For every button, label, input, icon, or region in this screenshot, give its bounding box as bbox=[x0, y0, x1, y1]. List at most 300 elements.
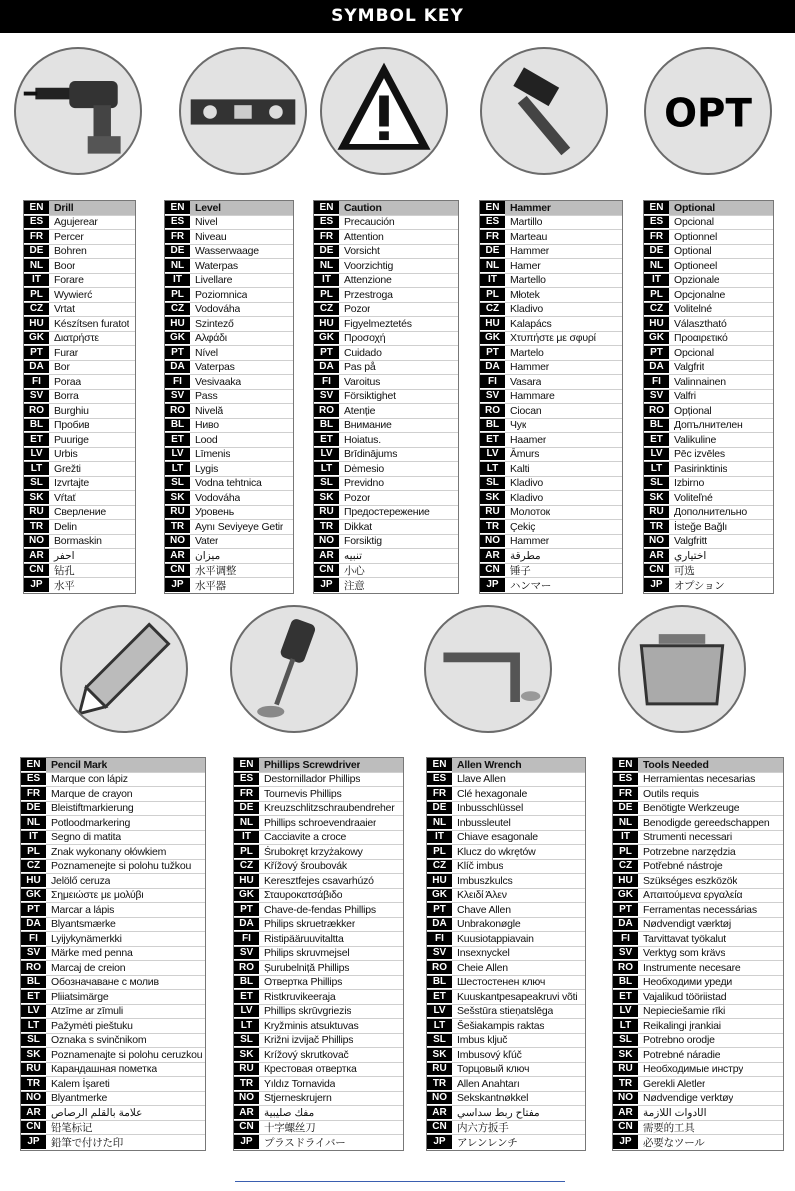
translation-text: Tools Needed bbox=[643, 758, 709, 771]
language-code: ET bbox=[165, 433, 190, 447]
table-row bbox=[427, 889, 585, 904]
table-row bbox=[24, 506, 135, 521]
translation-text: Kuusiotappiavain bbox=[457, 932, 534, 945]
translation-text: Чук bbox=[510, 419, 527, 432]
table-row bbox=[480, 404, 622, 419]
language-code: JP bbox=[427, 1135, 452, 1150]
symbol-table-optional bbox=[643, 200, 774, 594]
translation-text: Карандашная пометка bbox=[51, 1063, 157, 1076]
translation-text: 注意 bbox=[344, 579, 365, 592]
table-row bbox=[234, 961, 403, 976]
translation-text: Kuuskantpesapeakruvi võti bbox=[457, 990, 578, 1003]
table-row bbox=[21, 976, 205, 991]
translation-text: Phillips Screwdriver bbox=[264, 758, 361, 771]
language-code: PL bbox=[24, 288, 49, 302]
language-code: SL bbox=[165, 477, 190, 491]
language-code: CN bbox=[314, 564, 339, 578]
translation-text: Дополнительно bbox=[674, 506, 747, 519]
translation-text: Kalem İşareti bbox=[51, 1077, 110, 1090]
language-code: RU bbox=[427, 1063, 452, 1077]
translation-text: Bor bbox=[54, 361, 70, 374]
translation-text: Instrumente necesare bbox=[643, 961, 741, 974]
translation-text: Clé hexagonale bbox=[457, 787, 528, 800]
table-row bbox=[165, 245, 293, 260]
language-code: CN bbox=[480, 564, 505, 578]
table-row bbox=[24, 419, 135, 434]
translation-text: Potloodmarkering bbox=[51, 816, 131, 829]
table-row bbox=[24, 375, 135, 390]
language-code: SK bbox=[480, 491, 505, 505]
translation-text: Allen Anahtarı bbox=[457, 1077, 520, 1090]
translation-text: Valinnainen bbox=[674, 375, 726, 388]
language-code: SV bbox=[427, 947, 452, 961]
table-row bbox=[165, 462, 293, 477]
table-row bbox=[21, 773, 205, 788]
table-row bbox=[613, 1135, 783, 1150]
table-header-row bbox=[613, 758, 783, 773]
language-code: SV bbox=[165, 390, 190, 404]
language-code: JP bbox=[165, 578, 190, 593]
symbol-table-hammer bbox=[479, 200, 623, 594]
table-row bbox=[314, 564, 458, 579]
table-row bbox=[427, 816, 585, 831]
table-row bbox=[234, 1092, 403, 1107]
translation-text: Marteau bbox=[510, 230, 548, 243]
translation-text: Vodováha bbox=[195, 491, 241, 504]
language-code: HU bbox=[24, 317, 49, 331]
language-code: SV bbox=[234, 947, 259, 961]
table-row bbox=[24, 245, 135, 260]
table-row bbox=[21, 802, 205, 817]
translation-text: Nepieciešamie rīki bbox=[643, 1005, 726, 1018]
language-code: HU bbox=[480, 317, 505, 331]
language-code: FR bbox=[165, 230, 190, 244]
translation-text: Bormaskin bbox=[54, 535, 102, 548]
translation-text: Marcar a lápis bbox=[51, 903, 115, 916]
language-code: PT bbox=[613, 903, 638, 917]
translation-text: Varoitus bbox=[344, 375, 381, 388]
translation-text: Klíč imbus bbox=[457, 860, 504, 873]
table-row bbox=[234, 1019, 403, 1034]
language-code: AR bbox=[165, 549, 190, 563]
translation-text: Valgfrit bbox=[674, 361, 705, 374]
table-row bbox=[24, 520, 135, 535]
symbol-table-drill bbox=[23, 200, 136, 594]
translation-text: Nível bbox=[195, 346, 218, 359]
language-code: LT bbox=[480, 462, 505, 476]
table-row bbox=[234, 787, 403, 802]
language-code: TR bbox=[613, 1077, 638, 1091]
translation-text: Benötigte Werkzeuge bbox=[643, 802, 740, 815]
translation-text: Opcional bbox=[674, 216, 714, 229]
language-code: DE bbox=[480, 245, 505, 259]
table-row bbox=[165, 216, 293, 231]
translation-text: Шестостенен ключ bbox=[457, 976, 546, 989]
table-row bbox=[427, 1135, 585, 1150]
translation-text: Insexnyckel bbox=[457, 947, 510, 960]
language-code: AR bbox=[480, 549, 505, 563]
table-header-row bbox=[21, 758, 205, 773]
table-row bbox=[21, 787, 205, 802]
translation-text: Outils requis bbox=[643, 787, 699, 800]
translation-text: Cheie Allen bbox=[457, 961, 508, 974]
table-row bbox=[613, 860, 783, 875]
table-row bbox=[480, 462, 622, 477]
table-row bbox=[165, 274, 293, 289]
translation-text: Delin bbox=[54, 520, 77, 533]
table-row bbox=[314, 419, 458, 434]
language-code: JP bbox=[613, 1135, 638, 1150]
language-code: SK bbox=[644, 491, 669, 505]
table-row bbox=[234, 802, 403, 817]
table-header-row bbox=[314, 201, 458, 216]
footer-rule bbox=[235, 1181, 565, 1182]
translation-text: Kladivo bbox=[510, 477, 544, 490]
translation-text: Vaterpas bbox=[195, 361, 235, 374]
language-code: ET bbox=[644, 433, 669, 447]
table-row bbox=[427, 1092, 585, 1107]
language-code: EN bbox=[613, 758, 638, 772]
translation-text: Wywierć bbox=[54, 288, 93, 301]
language-code: RO bbox=[427, 961, 452, 975]
table-row bbox=[480, 448, 622, 463]
language-code: RO bbox=[24, 404, 49, 418]
translation-text: Potřebné nástroje bbox=[643, 860, 723, 873]
language-code: IT bbox=[24, 274, 49, 288]
table-row bbox=[165, 390, 293, 405]
language-code: NO bbox=[24, 535, 49, 549]
language-code: RU bbox=[165, 506, 190, 520]
table-row bbox=[427, 918, 585, 933]
table-row bbox=[480, 230, 622, 245]
language-code: GK bbox=[480, 332, 505, 346]
language-code: LV bbox=[613, 1005, 638, 1019]
table-row bbox=[314, 578, 458, 593]
language-code: NL bbox=[234, 816, 259, 830]
table-row bbox=[24, 404, 135, 419]
translation-text: Puurige bbox=[54, 433, 89, 446]
translation-text: 钻孔 bbox=[54, 564, 75, 577]
translation-text: Χτυπήστε με σφυρί bbox=[510, 332, 596, 345]
translation-text: احفر bbox=[54, 549, 75, 562]
symbol-table-allen-wrench bbox=[426, 757, 586, 1151]
toolbox-icon bbox=[618, 605, 746, 733]
language-code: DE bbox=[314, 245, 339, 259]
table-row bbox=[314, 404, 458, 419]
table-row bbox=[165, 506, 293, 521]
language-code: PL bbox=[314, 288, 339, 302]
language-code: EN bbox=[427, 758, 452, 772]
language-code: IT bbox=[234, 831, 259, 845]
table-row bbox=[644, 259, 773, 274]
translation-text: Benodigde gereedschappen bbox=[643, 816, 770, 829]
language-code: HU bbox=[165, 317, 190, 331]
language-code: PL bbox=[480, 288, 505, 302]
table-row bbox=[314, 346, 458, 361]
opt-icon-text: OPT bbox=[664, 91, 752, 137]
language-code: DE bbox=[613, 802, 638, 816]
language-code: SK bbox=[21, 1048, 46, 1062]
table-row bbox=[480, 346, 622, 361]
table-row bbox=[165, 477, 293, 492]
translation-text: Volitelné bbox=[674, 303, 712, 316]
translation-text: Reikalingi įrankiai bbox=[643, 1019, 721, 1032]
table-row bbox=[165, 564, 293, 579]
translation-text: Segno di matita bbox=[51, 831, 121, 844]
translation-text: Προσοχή bbox=[344, 332, 386, 345]
translation-text: Āmurs bbox=[510, 448, 540, 461]
translation-text: Level bbox=[195, 201, 221, 214]
language-code: SV bbox=[24, 390, 49, 404]
language-code: EN bbox=[314, 201, 339, 215]
language-code: IT bbox=[165, 274, 190, 288]
language-code: SL bbox=[21, 1034, 46, 1048]
language-code: DE bbox=[427, 802, 452, 816]
table-row bbox=[480, 491, 622, 506]
translation-text: Forsiktig bbox=[344, 535, 382, 548]
language-code: BL bbox=[165, 419, 190, 433]
translation-text: Oznaka s svinčnikom bbox=[51, 1034, 147, 1047]
language-code: SL bbox=[644, 477, 669, 491]
translation-text: Izbirno bbox=[674, 477, 705, 490]
translation-text: 十字螺丝刀 bbox=[264, 1121, 316, 1134]
translation-text: 内六方扳手 bbox=[457, 1121, 509, 1134]
caution-icon bbox=[320, 47, 448, 175]
table-row bbox=[427, 1034, 585, 1049]
table-row bbox=[234, 816, 403, 831]
language-code: NL bbox=[427, 816, 452, 830]
language-code: SV bbox=[613, 947, 638, 961]
drill-icon bbox=[14, 47, 142, 175]
table-row bbox=[613, 932, 783, 947]
translation-text: Kladivo bbox=[510, 303, 544, 316]
language-code: NL bbox=[21, 816, 46, 830]
table-row bbox=[314, 216, 458, 231]
translation-text: Nødvendigt værktøj bbox=[643, 918, 732, 931]
table-row bbox=[427, 874, 585, 889]
translation-text: الأدوات اللازمة bbox=[643, 1106, 707, 1119]
table-row bbox=[644, 433, 773, 448]
language-code: PT bbox=[165, 346, 190, 360]
language-code: GK bbox=[314, 332, 339, 346]
language-code: RU bbox=[234, 1063, 259, 1077]
language-code: FI bbox=[427, 932, 452, 946]
language-code: JP bbox=[21, 1135, 46, 1150]
table-row bbox=[24, 346, 135, 361]
language-code: TR bbox=[24, 520, 49, 534]
translation-text: 鉛筆で付けた印 bbox=[51, 1136, 124, 1149]
translation-text: Προαιρετικό bbox=[674, 332, 728, 345]
language-code: DA bbox=[480, 361, 505, 375]
table-row bbox=[644, 390, 773, 405]
symbol-table-caution bbox=[313, 200, 459, 594]
table-row bbox=[480, 433, 622, 448]
page-title: SYMBOL KEY bbox=[0, 0, 795, 33]
table-row bbox=[644, 448, 773, 463]
translation-text: Vajalikud tööriistad bbox=[643, 990, 727, 1003]
language-code: BL bbox=[234, 976, 259, 990]
translation-text: Отвертка Phillips bbox=[264, 976, 343, 989]
translation-text: Optional bbox=[674, 245, 712, 258]
language-code: NO bbox=[165, 535, 190, 549]
translation-text: Необходимые инстру bbox=[643, 1063, 744, 1076]
language-code: ES bbox=[427, 773, 452, 787]
table-row bbox=[24, 390, 135, 405]
table-row bbox=[314, 375, 458, 390]
table-row bbox=[644, 375, 773, 390]
translation-text: 水平调整 bbox=[195, 564, 237, 577]
language-code: ES bbox=[314, 216, 339, 230]
table-row bbox=[480, 288, 622, 303]
translation-text: Обозначаване с молив bbox=[51, 976, 159, 989]
symbol-table-tools-needed bbox=[612, 757, 784, 1151]
table-row bbox=[21, 1121, 205, 1136]
translation-text: Līmenis bbox=[195, 448, 231, 461]
language-code: ES bbox=[234, 773, 259, 787]
language-code: PL bbox=[644, 288, 669, 302]
language-code: LV bbox=[480, 448, 505, 462]
translation-text: Ciocan bbox=[510, 404, 542, 417]
table-row bbox=[613, 1077, 783, 1092]
translation-text: Tournevis Phillips bbox=[264, 787, 342, 800]
translation-text: Αλφάδι bbox=[195, 332, 227, 345]
language-code: LT bbox=[613, 1019, 638, 1033]
language-code: CN bbox=[427, 1121, 452, 1135]
table-row bbox=[21, 816, 205, 831]
language-code: NO bbox=[21, 1092, 46, 1106]
table-row bbox=[480, 245, 622, 260]
table-row bbox=[234, 1106, 403, 1121]
table-row bbox=[613, 802, 783, 817]
language-code: SL bbox=[480, 477, 505, 491]
symbol-table-level bbox=[164, 200, 294, 594]
translation-text: Vasara bbox=[510, 375, 542, 388]
translation-text: Σημειώστε με μολύβι bbox=[51, 889, 144, 902]
table-row bbox=[234, 845, 403, 860]
table-row bbox=[480, 549, 622, 564]
table-row bbox=[314, 390, 458, 405]
translation-text: Valgfritt bbox=[674, 535, 708, 548]
table-row bbox=[165, 535, 293, 550]
language-code: AR bbox=[427, 1106, 452, 1120]
table-row bbox=[21, 831, 205, 846]
table-row bbox=[24, 578, 135, 593]
translation-text: Herramientas necesarias bbox=[643, 773, 756, 786]
table-row bbox=[314, 549, 458, 564]
translation-text: علامة بالقلم الرصاص bbox=[51, 1106, 143, 1119]
table-row bbox=[644, 520, 773, 535]
table-row bbox=[613, 773, 783, 788]
language-code: DE bbox=[234, 802, 259, 816]
table-row bbox=[21, 1019, 205, 1034]
translation-text: Pēc izvēles bbox=[674, 448, 725, 461]
table-header-row bbox=[234, 758, 403, 773]
language-code: BL bbox=[24, 419, 49, 433]
translation-text: Previdno bbox=[344, 477, 384, 490]
translation-text: Kladivo bbox=[510, 491, 544, 504]
table-row bbox=[427, 932, 585, 947]
table-row bbox=[427, 1005, 585, 1020]
translation-text: Предостережение bbox=[344, 506, 430, 519]
language-code: FR bbox=[480, 230, 505, 244]
language-code: LT bbox=[24, 462, 49, 476]
table-row bbox=[480, 477, 622, 492]
language-code: TR bbox=[165, 520, 190, 534]
language-code: AR bbox=[234, 1106, 259, 1120]
translation-text: Attention bbox=[344, 230, 384, 243]
language-code: CZ bbox=[480, 303, 505, 317]
table-row bbox=[165, 317, 293, 332]
language-code: NL bbox=[644, 259, 669, 273]
table-row bbox=[613, 903, 783, 918]
table-header-row bbox=[644, 201, 773, 216]
translation-text: Wasserwaage bbox=[195, 245, 259, 258]
table-row bbox=[644, 549, 773, 564]
language-code: JP bbox=[480, 578, 505, 593]
translation-text: Märke med penna bbox=[51, 947, 133, 960]
language-code: FI bbox=[314, 375, 339, 389]
language-code: GK bbox=[165, 332, 190, 346]
table-row bbox=[480, 578, 622, 593]
language-code: PL bbox=[165, 288, 190, 302]
language-code: NO bbox=[644, 535, 669, 549]
translation-text: Kreuzschlitzschraubendreher bbox=[264, 802, 395, 815]
language-code: HU bbox=[644, 317, 669, 331]
language-code: JP bbox=[234, 1135, 259, 1150]
table-row bbox=[165, 332, 293, 347]
language-code: RU bbox=[314, 506, 339, 520]
table-row bbox=[644, 288, 773, 303]
translation-text: Sekskantnøkkel bbox=[457, 1092, 529, 1105]
table-row bbox=[24, 361, 135, 376]
language-code: ET bbox=[480, 433, 505, 447]
language-code: CZ bbox=[427, 860, 452, 874]
translation-text: Çekiç bbox=[510, 520, 536, 533]
language-code: ET bbox=[234, 990, 259, 1004]
translation-text: Pozor bbox=[344, 303, 371, 316]
translation-text: Chave Allen bbox=[457, 903, 511, 916]
translation-text: Szintező bbox=[195, 317, 234, 330]
table-row bbox=[24, 491, 135, 506]
translation-text: Opcional bbox=[674, 346, 714, 359]
table-row bbox=[480, 535, 622, 550]
language-code: SV bbox=[314, 390, 339, 404]
language-code: LT bbox=[644, 462, 669, 476]
translation-text: Hammer bbox=[510, 201, 551, 214]
language-code: BL bbox=[21, 976, 46, 990]
table-row bbox=[21, 1077, 205, 1092]
language-code: ET bbox=[314, 433, 339, 447]
table-row bbox=[21, 961, 205, 976]
translation-text: Křížový šroubovák bbox=[264, 860, 347, 873]
table-row bbox=[613, 1121, 783, 1136]
translation-text: Borra bbox=[54, 390, 79, 403]
language-code: CZ bbox=[24, 303, 49, 317]
language-code: JP bbox=[314, 578, 339, 593]
table-row bbox=[613, 1019, 783, 1034]
language-code: FI bbox=[21, 932, 46, 946]
language-code: TR bbox=[427, 1077, 452, 1091]
translation-text: 必要なツール bbox=[643, 1136, 705, 1149]
table-row bbox=[21, 874, 205, 889]
translation-text: Bleistiftmarkierung bbox=[51, 802, 134, 815]
language-code: PT bbox=[234, 903, 259, 917]
translation-text: Phillips schroevendraaier bbox=[264, 816, 377, 829]
translation-text: Hamer bbox=[510, 259, 541, 272]
translation-text: Сверление bbox=[54, 506, 107, 519]
table-row bbox=[24, 564, 135, 579]
language-code: LV bbox=[644, 448, 669, 462]
